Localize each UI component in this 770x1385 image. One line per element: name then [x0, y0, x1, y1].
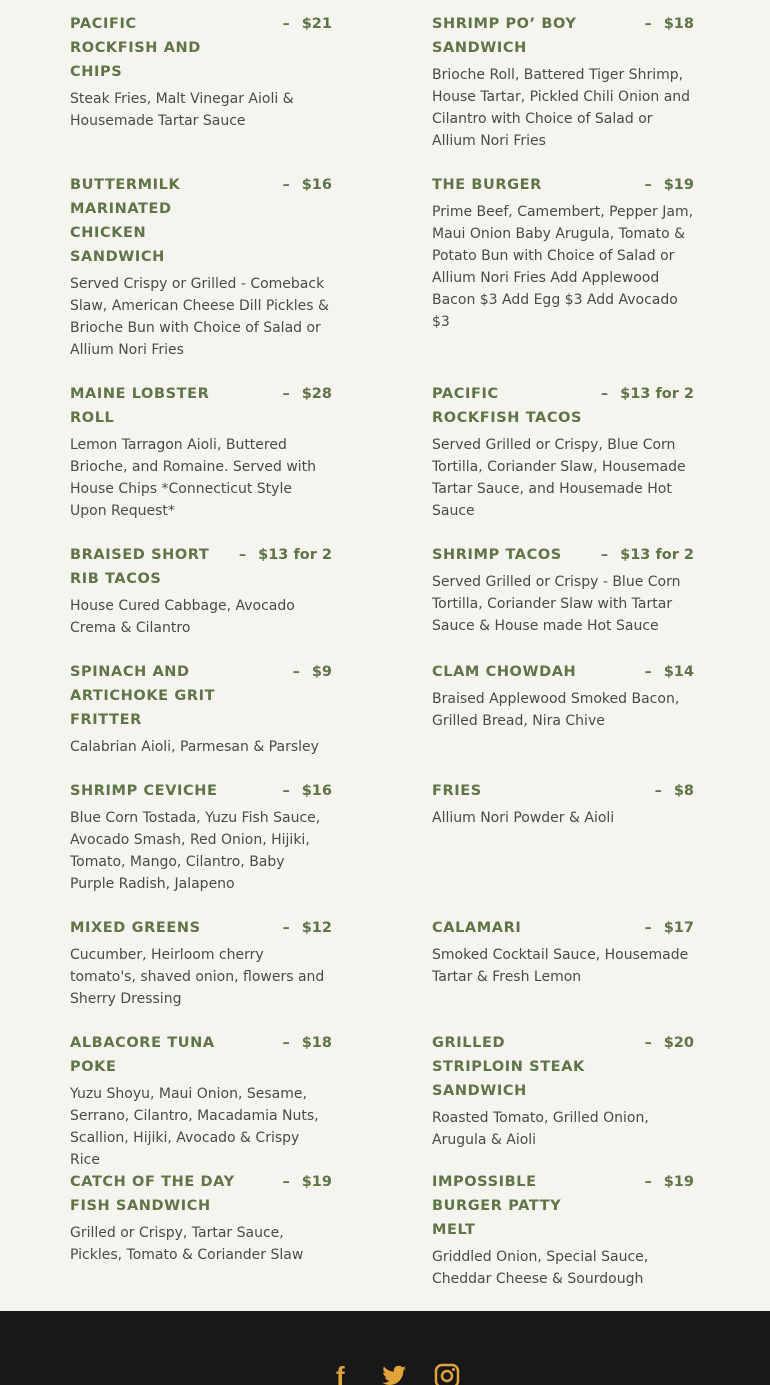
- menu-item: [432, 1031, 694, 1151]
- menu-item-description: Steak Fries, Malt Vinegar Aioli & Housemade Tartar Sauce: [70, 91, 294, 129]
- menu-item-price: – $21: [282, 16, 332, 32]
- menu-item-description: Yuzu Shoyu, Maui Onion, Sesame, Serrano, Cilantro, Macadamia Nuts, Scallion, Hijiki, Avocado & Crispy Rice: [70, 1086, 319, 1168]
- menu-item: [432, 660, 694, 732]
- menu-item: [70, 12, 332, 132]
- menu-item-price: – $9: [292, 664, 332, 680]
- menu-item-name: MIXED GREENS: [70, 920, 201, 936]
- menu-item-name: SHRIMP PO’ BOY SANDWICH: [432, 16, 577, 56]
- menu-item-price: – $13 for 2: [600, 547, 694, 563]
- menu-item-description: Lemon Tarragon Aioli, Buttered Brioche, and Romaine. Served with House Chips *Connecticut Style Upon Request*: [70, 437, 317, 519]
- menu-item: [432, 382, 694, 522]
- menu-item: [432, 12, 694, 152]
- menu-item-price: – $16: [282, 783, 332, 799]
- menu-item: [432, 173, 694, 333]
- menu-item-name: SHRIMP TACOS: [432, 547, 562, 563]
- menu-item-description: Brioche Roll, Battered Tiger Shrimp, House Tartar, Pickled Chili Onion and Cilantro with Choice of Salad or Allium Nori Fries: [432, 67, 691, 149]
- menu-item-name: SPINACH AND ARTICHOKE GRIT FRITTER: [70, 664, 216, 728]
- menu-item-description: Braised Applewood Smoked Bacon, Grilled Bread, Nira Chive: [432, 691, 680, 729]
- menu-item-price: – $19: [644, 1174, 694, 1190]
- menu-item-price: – $12: [282, 920, 332, 936]
- menu-item-name: CATCH OF THE DAY FISH SANDWICH: [70, 1174, 235, 1214]
- menu-item: [70, 543, 332, 639]
- menu-item: [70, 916, 332, 1010]
- menu-item-header: [432, 1170, 694, 1242]
- menu-item-header: [70, 660, 332, 732]
- menu-item-description: Prime Beef, Camembert, Pepper Jam, Maui Onion Baby Arugula, Tomato & Potato Bun with Choice of Salad or Allium Nori Fries Add Applewood Bacon $3 Add Egg $3 Add Avocado $3: [432, 204, 694, 330]
- menu-item-name: PACIFIC ROCKFISH TACOS: [432, 386, 583, 426]
- menu-item-header: [432, 12, 694, 60]
- menu-item-name: SHRIMP CEVICHE: [70, 783, 218, 799]
- menu-item-header: [432, 660, 694, 684]
- menu-item-price: – $13 for 2: [238, 547, 332, 563]
- menu-item-description: House Cured Cabbage, Avocado Crema & Cilantro: [70, 598, 295, 636]
- social-links: [0, 1363, 770, 1385]
- menu-item-name: IMPOSSIBLE BURGER PATTY MELT: [432, 1174, 562, 1238]
- menu-item-name: GRILLED STRIPLOIN STEAK SANDWICH: [432, 1035, 585, 1099]
- menu-item-name: FRIES: [432, 783, 482, 799]
- menu-item-header: [432, 1031, 694, 1103]
- menu-item-name: MAINE LOBSTER ROLL: [70, 386, 210, 426]
- menu-item-name: THE BURGER: [432, 177, 542, 193]
- menu-item-header: [432, 382, 694, 430]
- menu-item-price: – $18: [644, 16, 694, 32]
- menu-item-header: [70, 382, 332, 430]
- menu-item-description: Served Grilled or Crispy, Blue Corn Tortilla, Coriander Slaw, Housemade Tartar Sauce, and Housemade Hot Sauce: [432, 437, 686, 519]
- site-footer: [0, 1311, 770, 1385]
- menu-item-description: Calabrian Aioli, Parmesan & Parsley: [70, 739, 319, 755]
- menu-item-header: [432, 543, 694, 567]
- menu-item-header: [432, 779, 694, 803]
- menu-item: [432, 916, 694, 988]
- menu-item: [70, 1031, 332, 1171]
- menu-item: [432, 543, 694, 637]
- menu-item: [70, 660, 332, 758]
- menu-item: [70, 173, 332, 361]
- menu-item-header: [70, 173, 332, 269]
- menu-item-price: – $8: [654, 783, 694, 799]
- menu-item-name: PACIFIC ROCKFISH AND CHIPS: [70, 16, 201, 80]
- menu-item-header: [432, 916, 694, 940]
- menu-item-name: ALBACORE TUNA POKE: [70, 1035, 215, 1075]
- menu-item-price: – $19: [644, 177, 694, 193]
- menu-item-price: – $20: [644, 1035, 694, 1051]
- menu-item-description: Roasted Tomato, Grilled Onion, Arugula & Aioli: [432, 1110, 649, 1148]
- menu-item-description: Allium Nori Powder & Aioli: [432, 810, 615, 826]
- facebook-icon[interactable]: f: [336, 1363, 345, 1385]
- menu-item-price: – $17: [644, 920, 694, 936]
- menu-item-header: [70, 12, 332, 84]
- menu-item: [70, 1170, 332, 1266]
- menu-item-price: – $18: [282, 1035, 332, 1051]
- menu-item-description: Grilled or Crispy, Tartar Sauce, Pickles, Tomato & Coriander Slaw: [70, 1225, 304, 1263]
- menu-item-description: Served Grilled or Crispy - Blue Corn Tortilla, Coriander Slaw with Tartar Sauce & House made Hot Sauce: [432, 574, 681, 634]
- menu-item-price: – $16: [282, 177, 332, 193]
- menu-item-name: CLAM CHOWDAH: [432, 664, 577, 680]
- menu-item-header: [70, 916, 332, 940]
- menu-item-header: [70, 1170, 332, 1218]
- menu-item-description: Blue Corn Tostada, Yuzu Fish Sauce, Avocado Smash, Red Onion, Hijiki, Tomato, Mango, Cilantro, Baby Purple Radish, Jalapeno: [70, 810, 321, 892]
- menu-item-header: [432, 173, 694, 197]
- menu-item-price: – $13 for 2: [600, 386, 694, 402]
- menu-item-description: Cucumber, Heirloom cherry tomato's, shaved onion, flowers and Sherry Dressing: [70, 947, 325, 1007]
- menu-item: [70, 779, 332, 895]
- menu-item-name: BUTTERMILK MARINATED CHICKEN SANDWICH: [70, 177, 181, 265]
- menu-item: [432, 779, 694, 829]
- twitter-icon[interactable]: [382, 1363, 408, 1385]
- menu-item-header: [70, 779, 332, 803]
- menu-item-price: – $19: [282, 1174, 332, 1190]
- menu-item-price: – $14: [644, 664, 694, 680]
- menu-item-name: BRAISED SHORT RIB TACOS: [70, 547, 210, 587]
- menu-item-name: CALAMARI: [432, 920, 522, 936]
- menu-item-header: [70, 1031, 332, 1079]
- menu-item: [70, 382, 332, 522]
- menu-item-description: Smoked Cocktail Sauce, Housemade Tartar & Fresh Lemon: [432, 947, 689, 985]
- instagram-icon[interactable]: [434, 1363, 460, 1385]
- menu-item-description: Served Crispy or Grilled - Comeback Slaw, American Cheese Dill Pickles & Brioche Bun with Choice of Salad or Allium Nori Fries: [70, 276, 329, 358]
- menu-item-price: – $28: [282, 386, 332, 402]
- menu-item: [432, 1170, 694, 1290]
- menu-item-description: Griddled Onion, Special Sauce, Cheddar Cheese & Sourdough: [432, 1249, 649, 1287]
- menu-item-header: [70, 543, 332, 591]
